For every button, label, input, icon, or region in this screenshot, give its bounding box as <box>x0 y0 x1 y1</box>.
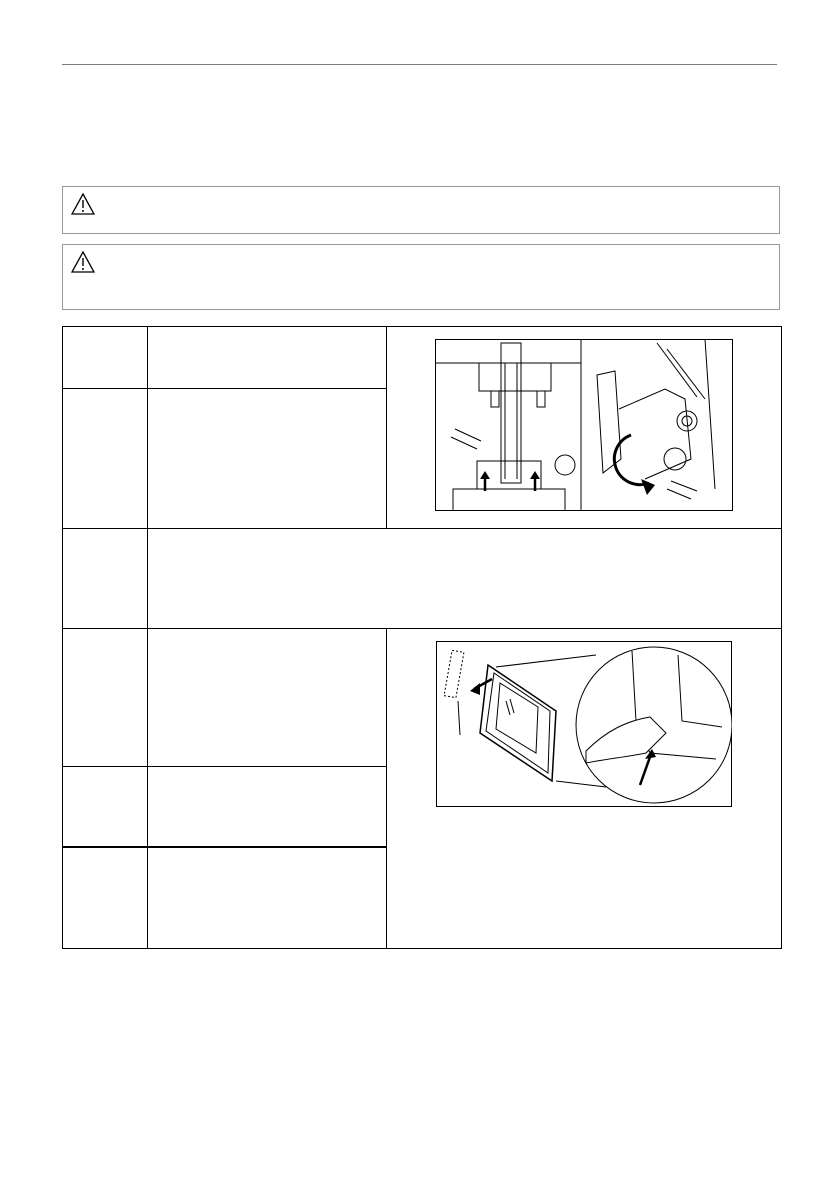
step-number <box>63 847 148 949</box>
header-rule <box>62 64 777 65</box>
warning-box-1 <box>62 186 780 234</box>
warning-box-2 <box>62 244 780 310</box>
step-text <box>148 767 387 847</box>
table-row <box>63 327 782 389</box>
door-hinge-illustration <box>435 339 733 511</box>
step-number <box>63 767 148 847</box>
door-glass-panel-illustration <box>436 641 732 807</box>
step-text <box>148 847 387 949</box>
warning-triangle-icon <box>71 251 95 273</box>
illustration-cell-1 <box>387 327 782 529</box>
step-text <box>148 629 387 767</box>
warning-triangle-icon <box>71 193 95 215</box>
step-text <box>148 327 387 389</box>
step-number <box>63 327 148 389</box>
step-text <box>148 389 387 529</box>
table-row <box>63 629 782 767</box>
illustration-cell-2 <box>387 629 782 949</box>
steps-table <box>62 326 782 949</box>
step-number <box>63 529 148 629</box>
step-text <box>148 529 782 629</box>
table-row <box>63 529 782 629</box>
step-number <box>63 389 148 529</box>
step-number <box>63 629 148 767</box>
